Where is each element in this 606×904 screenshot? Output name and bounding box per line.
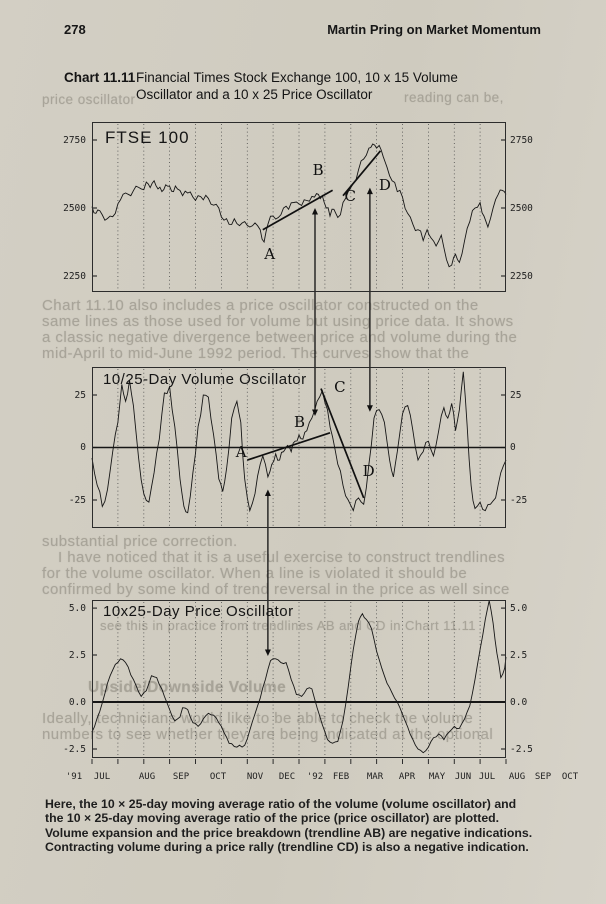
ghost-text-line: Chart 11.10 also includes a price oscillator constructed on the — [42, 297, 479, 314]
ghost-text-line: price oscillator — [42, 92, 136, 107]
annotation-b: B — [312, 160, 324, 179]
y-tick-label: 2.5 — [510, 649, 528, 661]
x-axis-label: NOV — [246, 772, 264, 782]
y-tick-label: 5.0 — [68, 602, 86, 614]
x-axis-label: JUL — [93, 772, 111, 782]
ghost-text-line: I have noticed that it is a useful exercise to construct trendlines — [58, 549, 506, 566]
volume-oscillator-chart-frame — [92, 367, 506, 528]
y-tick-label: -25 — [68, 494, 86, 506]
y-tick-label: 0.0 — [68, 696, 86, 708]
ghost-text-line: a classic negative divergence between price and volume during the — [42, 329, 518, 346]
x-axis-label: APR — [398, 772, 416, 782]
y-tick-label: -2.5 — [63, 743, 86, 755]
caption — [45, 797, 532, 855]
annotation-a: A — [235, 442, 247, 461]
annotation-b: B — [294, 413, 306, 432]
volume-chart-title: 10/25-Day Volume Oscillator — [103, 371, 307, 388]
y-tick-label: 25 — [510, 389, 522, 401]
ghost-text-line: reading can be, — [404, 90, 504, 105]
x-axis-label: MAR — [366, 772, 384, 782]
ftse-chart-title: FTSE 100 — [105, 128, 190, 147]
ghost-text-line: see this in practice from trendlines AB and CD in Chart 11.11 — [100, 618, 476, 633]
price-chart-title: 10x25-Day Price Oscillator — [103, 603, 294, 620]
figure-title-line1: Financial Times Stock Exchange 100, 10 x 15 Volume — [136, 70, 458, 85]
x-axis-label: JUL — [478, 772, 496, 782]
annotation-c: C — [344, 186, 356, 205]
ghost-text-line: Ideally, technicians would like to be able to check the volume — [42, 710, 474, 727]
y-tick-label: 2750 — [63, 134, 86, 146]
annotation-d: D — [362, 461, 375, 480]
running-head: Martin Pring on Market Momentum — [327, 22, 541, 37]
caption-line-1: Here, the 10 × 25-day moving average ratio of the volume (volume oscillator) and — [45, 797, 517, 811]
x-axis-label: '91 — [65, 772, 83, 782]
ghost-text-line: confirmed by some kind of trend reversal in the price as well since — [42, 581, 510, 598]
x-axis-label: AUG — [138, 772, 156, 782]
y-tick-label: 2750 — [510, 134, 533, 146]
x-axis-label: FEB — [332, 772, 350, 782]
x-axis-label: SEP — [534, 772, 552, 782]
ghost-text-line: mid-April to mid-June 1992 period. The curves show that the — [42, 345, 470, 362]
x-axis-label: OCT — [209, 772, 227, 782]
x-axis-label: JUN — [454, 772, 472, 782]
y-tick-label: 2500 — [510, 202, 533, 214]
annotation-c: C — [334, 377, 346, 396]
x-axis-label: AUG — [508, 772, 526, 782]
ghost-text-line: for the volume oscillator. When a line is violated it should be — [42, 565, 468, 582]
annotation-a: A — [264, 245, 276, 264]
figure-title-line2: Oscillator and a 10 x 25 Price Oscillator — [136, 87, 373, 102]
y-tick-label: 2.5 — [68, 649, 86, 661]
y-tick-label: -2.5 — [510, 743, 533, 755]
y-tick-label: 2500 — [63, 202, 86, 214]
y-tick-label: 5.0 — [510, 602, 528, 614]
annotation-d: D — [378, 175, 391, 194]
price-oscillator-chart-frame — [92, 600, 506, 758]
page-number: 278 — [64, 22, 86, 37]
x-axis-label: OCT — [561, 772, 579, 782]
caption-line-2: the 10 × 25-day moving average ratio of the price (price oscillator) are plotted. — [45, 811, 500, 826]
x-axis-label: MAY — [428, 772, 446, 782]
y-tick-label: 0 — [510, 442, 516, 453]
figure-label: Chart 11.11 — [64, 70, 136, 85]
y-tick-label: 25 — [74, 389, 86, 401]
x-axis-label: DEC — [278, 772, 296, 782]
ghost-text-line: substantial price correction. — [42, 533, 238, 550]
x-axis-label: SEP — [172, 772, 190, 782]
y-tick-label: 0 — [80, 442, 86, 453]
y-tick-label: -25 — [510, 494, 528, 506]
ghost-text-line: Upside/Downside Volume — [88, 679, 287, 696]
ghost-text-line: numbers to see whether they are being indicated at the optional — [42, 726, 494, 743]
y-tick-label: 2250 — [63, 270, 86, 282]
y-tick-label: 0.0 — [510, 696, 528, 708]
x-axis-label: '92 — [306, 772, 324, 782]
ghost-text-line: same lines as those used for volume but using price data. It shows — [42, 313, 514, 330]
caption-line-4: Contracting volume during a price rally (trendline CD) is also a negative indication. — [45, 840, 529, 855]
y-tick-label: 2250 — [510, 270, 533, 282]
caption-line-3: Volume expansion and the price breakdown (trendline AB) are negative indications. — [45, 825, 533, 840]
